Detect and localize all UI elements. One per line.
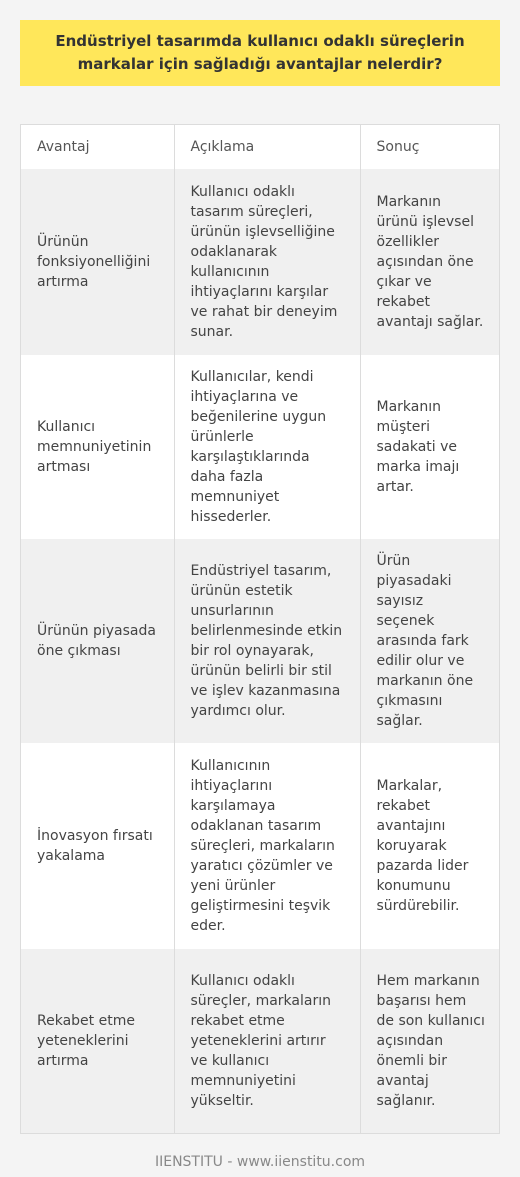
cell-avantaj: Rekabet etme yeteneklerini artırma [21, 949, 174, 1133]
cell-aciklama: Kullanıcı odaklı süreçler, markaların rekabet etme yeteneklerini artırır ve kullanıcı memnuniyetini yükseltir. [174, 949, 360, 1133]
header-aciklama: Açıklama [174, 125, 360, 169]
table-row [21, 949, 499, 1133]
table-row [21, 539, 499, 743]
cell-avantaj: İnovasyon fırsatı yakalama [21, 743, 174, 949]
table-row [21, 743, 499, 949]
header-sonuc: Sonuç [376, 139, 420, 155]
cell-avantaj: Ürünün piyasada öne çıkması [21, 539, 174, 743]
cell-aciklama: Kullanıcı odaklı tasarım süreçleri, ürünün işlevselliğine odaklanarak kullanıcının ihtiyaçlarını karşılar ve rahat bir deneyim sunar. [174, 169, 360, 355]
cell-avantaj: Kullanıcı memnuniyetinin artması [21, 355, 174, 539]
cell-aciklama: Kullanıcılar, kendi ihtiyaçlarına ve beğenilerine uygun ürünlerle karşılaştıklarında daha fazla memnuniyet hissederler. [174, 355, 360, 539]
cell-aciklama: Kullanıcının ihtiyaçlarını karşılamaya odaklanan tasarım süreçleri, markaların yaratıcı çözümler ve yeni ürünler geliştirmesini teşvik eder. [174, 743, 360, 949]
footer-credit: IIENSTITU - www.iienstitu.com [154, 1154, 366, 1170]
table-row [21, 355, 499, 539]
cell-sonuc: Ürün piyasadaki sayısız seçenek arasında fark edilir olur ve markanın öne çıkmasını sağlar. [376, 553, 474, 729]
table-header-row [21, 125, 499, 169]
header-avantaj: Avantaj [21, 125, 174, 169]
advantages-table [21, 125, 499, 1133]
cell-sonuc: Hem markanın başarısı hem de son kullanıcı açısından önemli bir avantaj sağlanır. [376, 973, 485, 1109]
cell-sonuc: Markalar, rekabet avantajını koruyarak pazarda lider konumunu sürdürebilir. [376, 778, 469, 914]
cell-sonuc: Markanın ürünü işlevsel özellikler açısından öne çıkar ve rekabet avantajı sağlar. [376, 194, 484, 330]
advantages-table-container [20, 124, 500, 1134]
page-title: Endüstriyel tasarımda kullanıcı odaklı süreçlerin markalar için sağladığı avantajlar nelerdir? [20, 20, 500, 86]
table-row [21, 169, 499, 355]
cell-avantaj: Ürünün fonksiyonelliğini artırma [21, 169, 174, 355]
cell-aciklama: Endüstriyel tasarım, ürünün estetik unsurlarının belirlenmesinde etkin bir rol oynayarak, ürünün belirli bir stil ve işlev kazanmasına yardımcı olur. [174, 539, 360, 743]
cell-sonuc: Markanın müşteri sadakati ve marka imajı artar. [376, 399, 460, 495]
